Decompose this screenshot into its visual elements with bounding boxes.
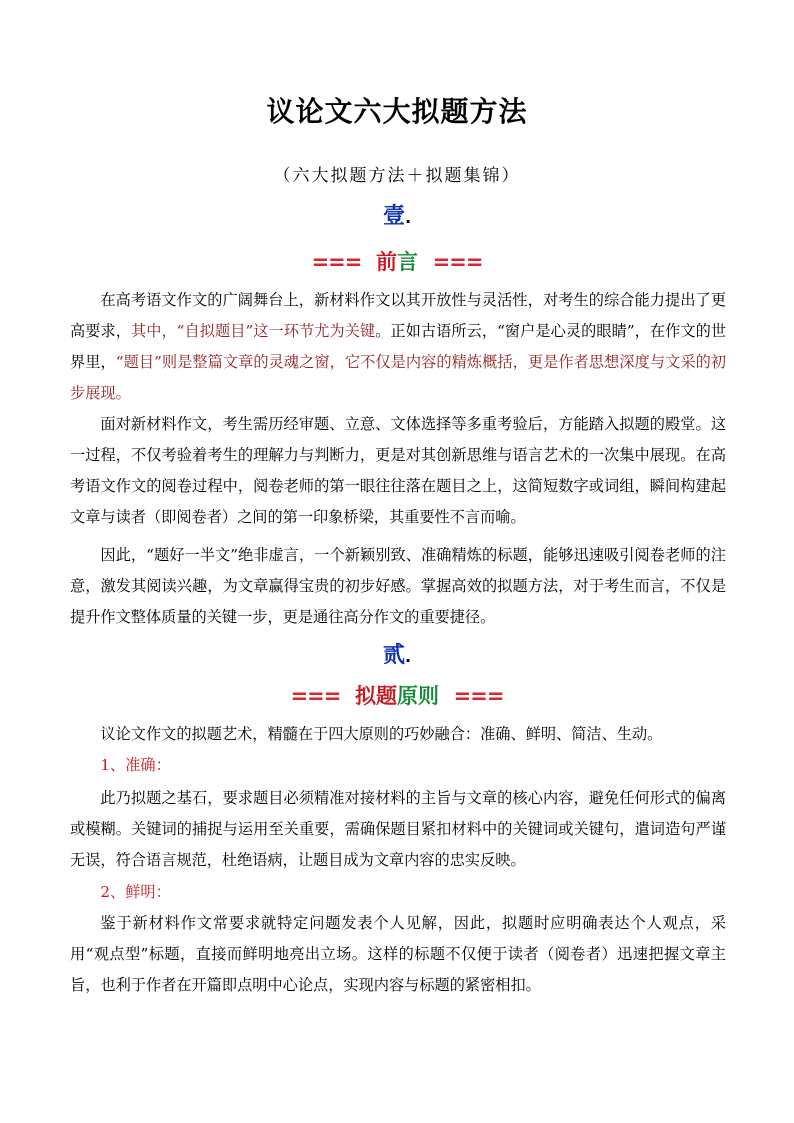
p1-text-b: 其中，“自拟题目”这一环节尤为关键	[130, 322, 376, 340]
section2-numeral	[0, 641, 794, 672]
section1-heading	[0, 247, 794, 277]
section1-paragraph-1	[70, 285, 726, 409]
p1-text-a: 在高考语文作文的广阔舞台上，新材料作文以其开放性与灵活性，对考生的综合能力提出了更高要求，	[70, 291, 726, 340]
section1-deco-left: ===	[311, 250, 362, 274]
section1-numeral	[0, 202, 794, 233]
section2-heading-part4: 则	[418, 684, 439, 708]
section2-deco-left: ===	[290, 684, 341, 708]
section1-heading-part1: 前	[376, 250, 397, 274]
section1-numeral-dot: .	[404, 208, 412, 227]
p1-text-d: “题目”则是整篇文章的灵魂之窗，它不仅是内容的精炼概括，更是作者思想深度与文采的初步展现。	[70, 353, 727, 402]
principle-2-text: 鉴于新材料作文常要求就特定问题发表个人见解，因此，拟题时应明确表达个人观点，采用“观点型”标题，直接而鲜明地亮出立场。这样的标题不仅便于读者（阅卷者）迅速把握文章主旨，也利于作者在开篇即点明中心论点，实现内容与标题的紧密相扣。	[70, 914, 726, 994]
section2-intro: 议论文作文的拟题艺术，精髓在于四大原则的巧妙融合：准确、鲜明、简洁、生动。	[100, 725, 663, 743]
section2-numeral-text: 贰	[382, 643, 405, 668]
section2-heading	[0, 681, 794, 711]
principle-1-text: 此乃拟题之基石，要求题目必须精准对接材料的主旨与文章的核心内容，避免任何形式的偏离或模糊。关键词的捕捉与运用至关重要，需确保题目紧扣材料中的关键词或关键句，遣词造句严谨无误，符合语言规范，杜绝语病，让题目成为文章内容的忠实反映。	[70, 789, 726, 869]
section1-numeral-text: 壹	[382, 204, 405, 229]
principle-2-heading: 2、鲜明：	[100, 883, 171, 901]
section1-heading-part2: 言	[397, 250, 418, 274]
document-subtitle: （六大拟题方法＋拟题集锦）	[273, 166, 521, 186]
section2-heading-part2: 题	[376, 684, 397, 708]
p1-text-c: 。正如古语所云，“窗户是心灵的眼睛”，在作文的世界里，	[70, 322, 727, 371]
section1-paragraph-2: 面对新材料作文，考生需历经审题、立意、文体选择等多重考验后，方能踏入拟题的殿堂。这一过程，不仅考验着考生的理解力与判断力，更是对其创新思维与语言艺术的一次集中展现。在高考语文作文的阅卷过程中，阅卷老师的第一眼往往落在题目之上，这简短数字或词组，瞬间构建起文章与读者（即阅卷者）之间的第一印象桥梁，其重要性不言而喻。	[70, 415, 726, 526]
principle-1-heading: 1、准确：	[100, 756, 171, 774]
document-title: 议论文六大拟题方法	[266, 95, 528, 128]
section2-deco-right: ===	[453, 684, 504, 708]
section1-deco-right: ===	[432, 250, 483, 274]
section1-paragraph-3: 因此，“题好一半文”绝非虚言，一个新颖别致、准确精炼的标题，能够迅速吸引阅卷老师的注意，激发其阅读兴趣，为文章赢得宝贵的初步好感。掌握高效的拟题方法，对于考生而言，不仅是提升作文整体质量的关键一步，更是通往高分作文的重要捷径。	[70, 546, 726, 626]
section2-heading-part3: 原	[397, 684, 418, 708]
section2-numeral-dot: .	[404, 647, 412, 666]
section2-heading-part1: 拟	[355, 684, 376, 708]
